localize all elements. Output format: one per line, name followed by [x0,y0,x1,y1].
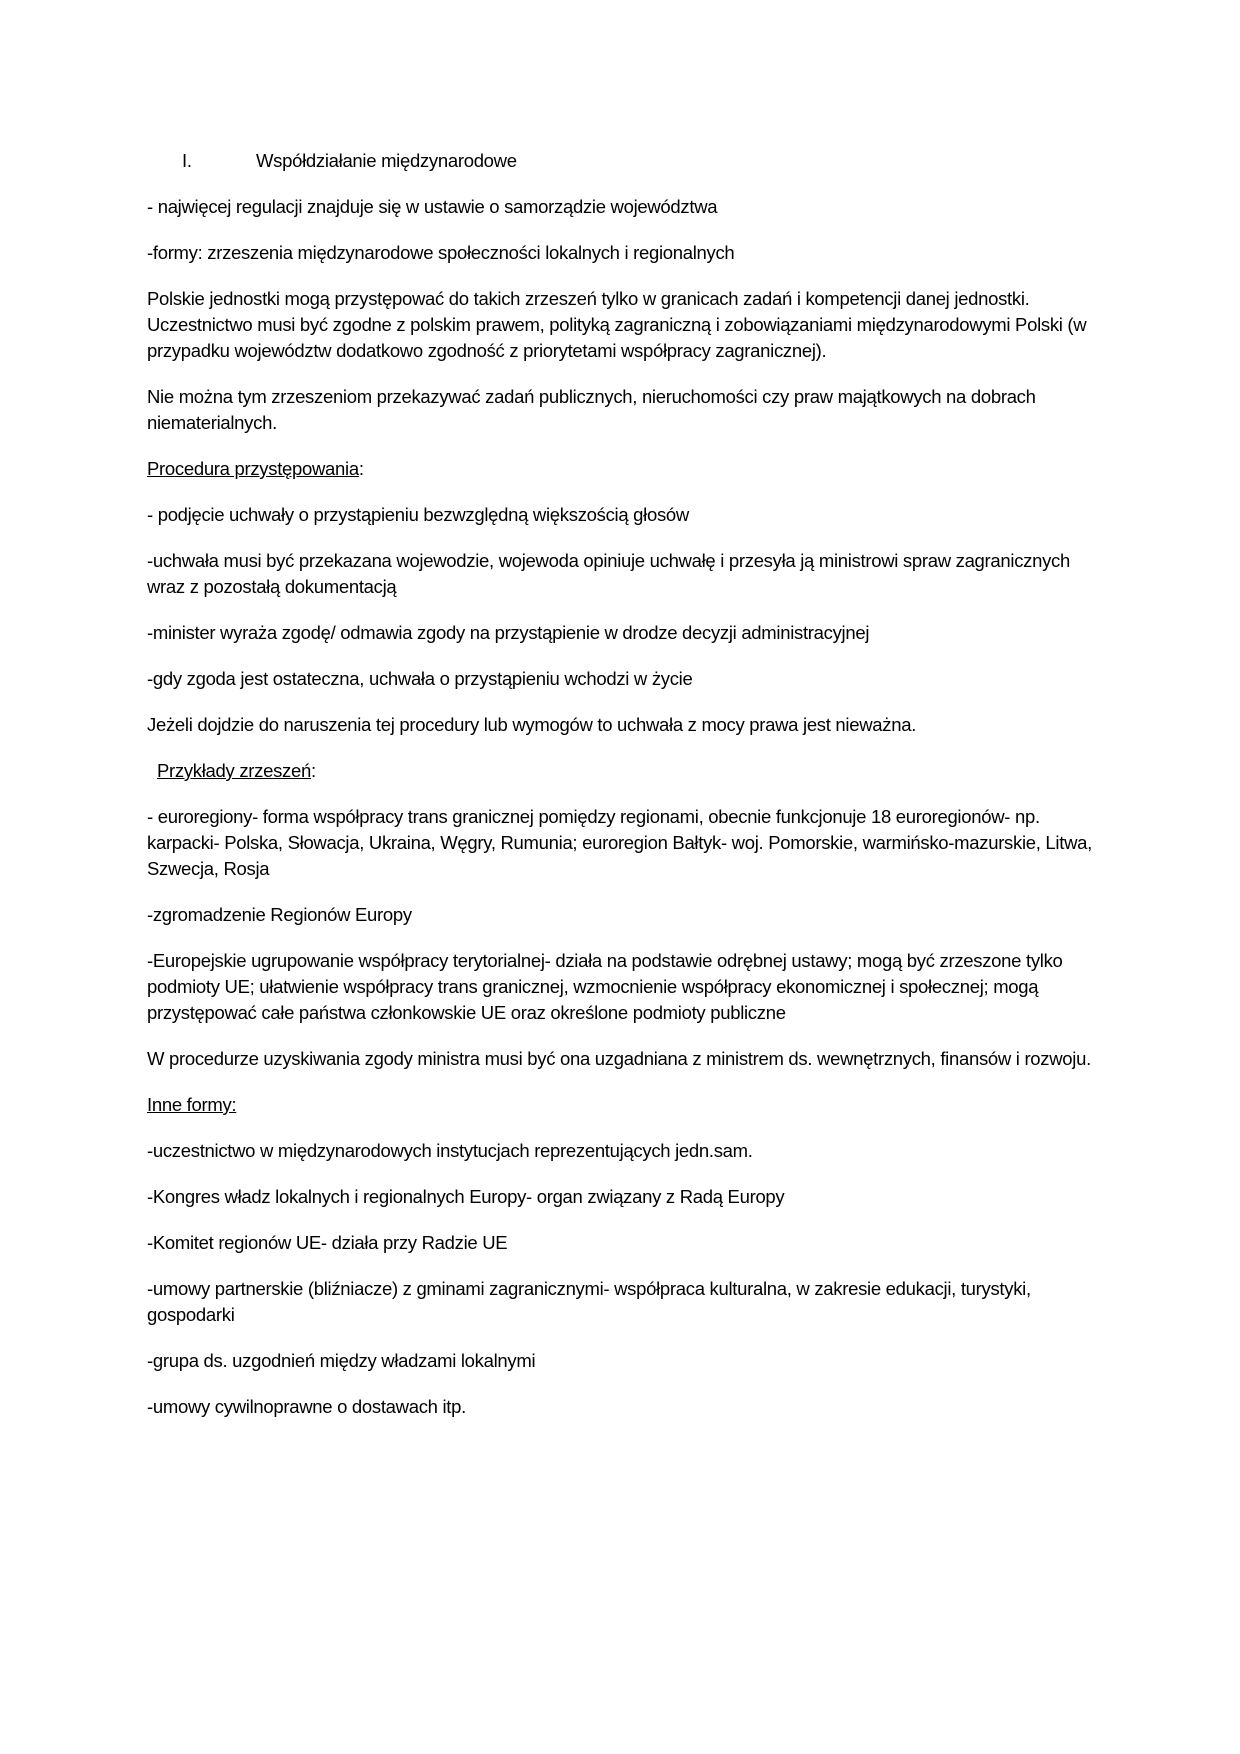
subheading-procedure-label: Procedura przystępowania [147,458,359,479]
subheading-procedure-colon: : [358,458,364,479]
paragraph-12: -Europejskie ugrupowanie współpracy terytorialnej- działa na podstawie odrębnej ustawy; mogą być zrzeszone tylko podmioty UE; ułatwienie współpracy trans granicznej, wzmocnienie współpracy ekonomicznej i społecznej; mogą przystępować całe państwa członkowskie UE oraz określone podmioty publiczne [147,950,1063,1023]
subheading-other-forms-label: Inne formy: [147,1094,237,1115]
section-number: I. [182,150,192,171]
paragraph-13: W procedurze uzyskiwania zgody ministra musi być ona uzgadniana z ministrem ds. wewnętrznych, finansów i rozwoju. [147,1048,1091,1069]
paragraph-4: Nie można tym zrzeszeniom przekazywać zadań publicznych, nieruchomości czy praw majątkowych na dobrach niematerialnych. [147,386,1036,433]
paragraph-16: -Komitet regionów UE- działa przy Radzie UE [147,1232,508,1253]
paragraph-9: Jeżeli dojdzie do naruszenia tej procedury lub wymogów to uchwała z mocy prawa jest nieważna. [147,714,917,735]
paragraph-1: - najwięcej regulacji znajduje się w ustawie o samorządzie województwa [147,196,718,217]
paragraph-8: -gdy zgoda jest ostateczna, uchwała o przystąpieniu wchodzi w życie [147,668,693,689]
subheading-examples [147,758,1107,784]
subheading-examples-label: Przykłady zrzeszeń [157,760,311,781]
paragraph-2: -formy: zrzeszenia międzynarodowe społeczności lokalnych i regionalnych [147,242,735,263]
paragraph-3: Polskie jednostki mogą przystępować do takich zrzeszeń tylko w granicach zadań i kompetencji danej jednostki. Uczestnictwo musi być zgodne z polskim prawem, polityką zagraniczną i zobowiązaniami międzynarodowymi Polski (w przypadku województw dodatkowo zgodność z priorytetami współpracy zagranicznej). [147,288,1087,361]
document-body [147,148,1107,1440]
paragraph-15: -Kongres władz lokalnych i regionalnych Europy- organ związany z Radą Europy [147,1186,785,1207]
paragraph-11: -zgromadzenie Regionów Europy [147,904,412,925]
paragraph-17: -umowy partnerskie (bliźniacze) z gminami zagranicznymi- współpraca kulturalna, w zakresie edukacji, turystyki, gospodarki [147,1278,1031,1325]
paragraph-19: -umowy cywilnoprawne o dostawach itp. [147,1396,466,1417]
paragraph-10: - euroregiony- forma współpracy trans granicznej pomiędzy regionami, obecnie funkcjonuje 18 euroregionów- np. karpacki- Polska, Słowacja, Ukraina, Węgry, Rumunia; euroregion Bałtyk- woj. Pomorskie, warmińsko-mazurskie, Litwa, Szwecja, Rosja [147,806,1092,879]
paragraph-7: -minister wyraża zgodę/ odmawia zgody na przystąpienie w drodze decyzji administracyjnej [147,622,870,643]
subheading-procedure [147,456,1107,482]
paragraph-5: - podjęcie uchwały o przystąpieniu bezwzględną większością głosów [147,504,689,525]
subheading-examples-colon: : [310,760,316,781]
subheading-other-forms [147,1092,1107,1118]
section-heading [147,148,1107,174]
paragraph-18: -grupa ds. uzgodnień między władzami lokalnymi [147,1350,536,1371]
section-title: Współdziałanie międzynarodowe [256,150,517,171]
paragraph-6: -uchwała musi być przekazana wojewodzie, wojewoda opiniuje uchwałę i przesyła ją ministrowi spraw zagranicznych wraz z pozostałą dokumentacją [147,550,1070,597]
paragraph-14: -uczestnictwo w międzynarodowych instytucjach reprezentujących jedn.sam. [147,1140,753,1161]
